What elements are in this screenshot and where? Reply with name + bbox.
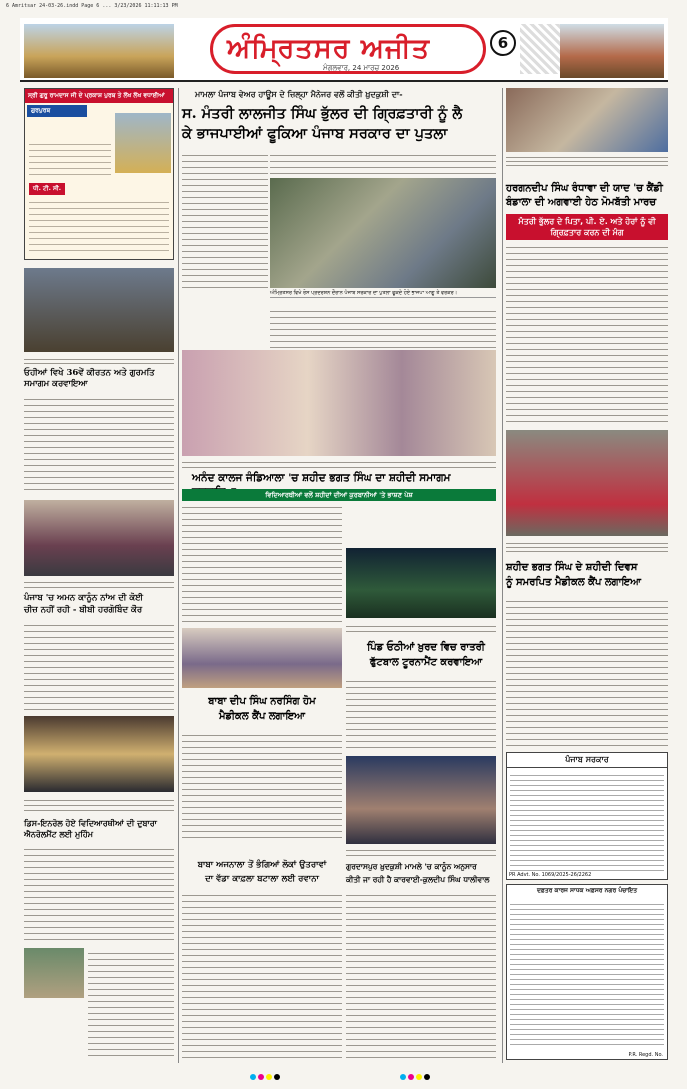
lead-headline-line-2: ਕੇ ਭਾਜਪਾਈਆਂ ਫੂਕਿਆ ਪੰਜਾਬ ਸਰਕਾਰ ਦਾ ਪੁਤਲਾ: [182, 125, 448, 142]
meeting-caption: [346, 846, 496, 856]
govt-notice: [506, 752, 668, 880]
kirtan-body: [24, 394, 174, 494]
football-headline-line-2: ਫੁੱਟਬਾਲ ਟੂਰਨਾਮੈਂਟ ਕਰਵਾਇਆ: [369, 657, 483, 668]
page-slug: 6 Amritsar 24-03-26.indd Page 6 ... 3/23/2026 11:11:13 PM: [6, 3, 178, 9]
newspaper-logo: [210, 24, 486, 74]
ajnala-headline-line-2: ਦਾ ਵੱਡਾ ਕਾਫ਼ਲਾ ਬਟਾਲਾ ਲਈ ਰਵਾਨਾ: [205, 874, 319, 884]
football-headline-line-1: ਪਿੰਡ ਓਠੀਆਂ ਖ਼ੁਰਦ ਵਿਚ ਰਾਤਰੀ: [367, 642, 485, 653]
football-body: [346, 676, 496, 752]
bibi-caption: [24, 578, 174, 588]
medical-body: [182, 730, 342, 840]
candle-headline-line-2: ਬੰਡਾਲਾ ਦੀ ਅਗਵਾਈ ਹੇਠ ਮੋਮਬੱਤੀ ਮਾਰਚ: [506, 197, 657, 208]
monument-photo: [560, 24, 664, 78]
gurdaspur-headline-line-2: ਕੀਤੀ ਜਾ ਰਹੀ ਹੈ ਕਾਰਵਾਈ-ਕੁਲਦੀਪ ਸਿੰਘ ਧਾਲੀਵਾਲ: [346, 875, 490, 884]
candle-headline: [506, 182, 668, 210]
law-headline: [24, 592, 174, 616]
registration-marks: [250, 1074, 280, 1080]
college-body: [182, 502, 342, 622]
camp-photo: [506, 430, 668, 536]
college-caption: [182, 458, 496, 468]
ajnala-headline: [182, 858, 342, 886]
medical-headline: [182, 694, 342, 724]
lead-kicker: ਮਾਮਲਾ ਪੰਜਾਬ ਵੇਅਰ ਹਾਊਸ ਦੇ ਜ਼ਿਲ੍ਹਾ ਮੈਨੇਜਰ ਵਲੋਂ ਕੀਤੀ ਖ਼ੁਦਕੁਸ਼ੀ ਦਾ-: [195, 90, 403, 99]
lead-body-top: [270, 150, 496, 176]
masthead: [20, 18, 668, 82]
page-number: 6: [490, 30, 516, 56]
camp-caption: [506, 540, 668, 554]
football-photo: [346, 548, 496, 618]
camp-headline: [506, 560, 668, 590]
award-caption: [24, 796, 174, 812]
newspaper-title: ਅੰਮ੍ਰਿਤਸਰ ਅਜੀਤ: [227, 33, 431, 64]
football-headline: [356, 640, 496, 670]
lead-body-bottom: [270, 306, 496, 348]
gurpurab-ad: [24, 88, 174, 260]
enrolment-body: [24, 844, 174, 944]
gurdaspur-body: [346, 890, 496, 1058]
gurdaspur-headline-line-1: ਗੁਰਦਾਸਪੁਰ ਖ਼ੁਦਕੁਸ਼ੀ ਮਾਮਲੇ 'ਚ ਕਾਨੂੰਨ ਅਨੁਸਾਰ: [346, 862, 477, 871]
tender-header: ਦਫ਼ਤਰ ਕਾਰਜ ਸਾਧਕ ਅਫ਼ਸਰ ਨਗਰ ਪੰਚਾਇਤ: [536, 887, 638, 894]
ad-label: ਗੁਰਪੁਰਬ: [27, 105, 87, 117]
lead-headline: [182, 104, 512, 144]
column-rule-right: [502, 88, 503, 1063]
college-headline: ਅਨੰਦ ਕਾਲਜ ਜੰਡਿਆਲਾ 'ਚ ਸ਼ਹੀਦ ਭਗਤ ਸਿੰਘ ਦਾ ਸ਼ਹੀਦੀ ਸਮਾਗਮ: [192, 472, 451, 484]
tender-body: [510, 900, 664, 1048]
law-headline-line-1: ਪੰਜਾਬ 'ਚ ਅਮਨ ਕਾਨੂੰਨ ਨਾਂਅ ਦੀ ਕੋਈ: [24, 593, 144, 603]
medical-headline-line-1: ਬਾਬਾ ਦੀਪ ਸਿੰਘ ਨਰਸਿੰਗ ਹੋਮ: [208, 696, 316, 707]
ad-label-2: ਧੀ. ਟੀ. ਸੀ.: [29, 183, 65, 195]
candle-headline-line-1: ਹਰਗਨਦੀਪ ਸਿੰਘ ਰੰਧਾਵਾ ਦੀ ਯਾਦ 'ਚ ਕੈਂਡੀ: [506, 183, 663, 194]
ajnala-headline-line-1: ਬਾਬਾ ਅਜਨਾਲਾ ਤੋਂ ਭੰਗਿਆਂ ਲੋਕਾਂ ਉਤਰਾਵਾਂ: [197, 860, 327, 870]
law-body: [24, 620, 174, 712]
golden-temple-photo: [24, 24, 174, 78]
lead-caption: ਅੰਮ੍ਰਿਤਸਰ ਵਿਖੇ ਰੋਸ ਪ੍ਰਦਰਸ਼ਨ ਦੌਰਾਨ ਪੰਜਾਬ ਸਰਕਾਰ ਦਾ ਪੁਤਲਾ ਫੂਕਦੇ ਹੋਏ ਭਾਜਪਾ ਆਗੂ ਤੇ ਵਰਕਰ।: [270, 290, 496, 298]
lead-body-col-1: [182, 150, 268, 290]
meeting-photo: [346, 756, 496, 844]
law-headline-line-2: ਚੀਜ਼ ਨਹੀਂ ਰਹੀ - ਬੀਬੀ ਹਰਗੋਬਿੰਦ ਕੌਰ: [24, 605, 143, 615]
award-photo: [24, 716, 174, 792]
ad-text: [29, 139, 111, 179]
camp-headline-line-2: ਨੂੰ ਸਮਰਪਿਤ ਮੈਡੀਕਲ ਕੈਂਪ ਲਗਾਇਆ: [506, 577, 642, 588]
demand-band: ਮੰਤਰੀ ਭੁੱਲਰ ਦੇ ਪਿਤਾ, ਪੀ. ਏ. ਅਤੇ ਹੋਰਾਂ ਨੂੰ ਵੀ ਗ੍ਰਿਫ਼ਤਾਰ ਕਰਨ ਦੀ ਮੰਗ: [506, 214, 668, 240]
kirtan-photo: [24, 268, 174, 352]
bibi-photo: [24, 500, 174, 576]
registration-marks-2: [400, 1074, 430, 1080]
gurdaspur-headline: [346, 860, 496, 886]
medical-photo: [182, 628, 342, 688]
enrolment-photo: [24, 948, 84, 998]
lead-headline-line-1: ਸ. ਮੰਤਰੀ ਲਾਲਜੀਤ ਸਿੰਘ ਭੁੱਲਰ ਦੀ ਗ੍ਰਿਫ਼ਤਾਰੀ ਨੂੰ ਲੈ: [182, 105, 463, 122]
college-photo: [182, 350, 496, 456]
ajnala-body: [182, 890, 342, 1058]
issue-date: ਮੰਗਲਵਾਰ, 24 ਮਾਰਚ 2026: [323, 64, 400, 72]
notice-ref: PR Advt. No. 1069/2025-26/2262: [509, 872, 592, 878]
medical-headline-line-2: ਮੈਡੀਕਲ ਕੈਂਪ ਲਗਾਇਆ: [218, 711, 306, 722]
enrolment-body-2: [88, 948, 174, 1058]
tender-notice: [506, 884, 668, 1060]
temple-image: [115, 113, 171, 173]
ad-header: ਸ੍ਰੀ ਗੁਰੂ ਰਾਮਦਾਸ ਜੀ ਦੇ ਪ੍ਰਕਾਸ਼ ਪੁਰਬ ਤੇ ਲੱਖ ਲੱਖ ਵਧਾਈਆਂ: [25, 89, 173, 103]
camp-headline-line-1: ਸ਼ਹੀਦ ਭਗਤ ਸਿੰਘ ਦੇ ਸ਼ਹੀਦੀ ਦਿਵਸ: [506, 562, 638, 573]
football-caption: [346, 622, 496, 632]
lead-photo: [270, 178, 496, 288]
candle-body: [506, 242, 668, 426]
notice-header: ਪੰਜਾਬ ਸਰਕਾਰ: [507, 753, 667, 768]
ad-body: [29, 197, 169, 255]
camp-body: [506, 596, 668, 746]
kirtan-headline: ਓਹੀਆਂ ਵਿਖੇ 36ਵੇਂ ਕੀਰਤਨ ਅਤੇ ਗੁਰਮਤਿ ਸਮਾਗਮ ਕਰਵਾਇਆ: [24, 368, 155, 389]
column-rule-left: [178, 88, 179, 1063]
candle-march-photo: [506, 88, 668, 152]
candle-caption: [506, 154, 668, 168]
college-band: ਵਿਦਿਆਰਥੀਆਂ ਵਲੋਂ ਸ਼ਹੀਦਾਂ ਦੀਆਂ ਕੁਰਬਾਨੀਆਂ 'ਤੇ ਭਾਸ਼ਣ ਪੇਸ਼: [182, 489, 496, 501]
notice-body: [510, 771, 664, 875]
tender-footer: P.R. Regd. No.: [628, 1052, 663, 1058]
enrolment-headline: ਡਿਸ-ਇਨਰੋਲ ਹੋਏ ਵਿਦਿਆਰਥੀਆਂ ਦੀ ਦੁਬਾਰਾ ਐਨਰੋਲਮੈਂਟ ਲਈ ਮੁਹਿੰਮ: [24, 818, 157, 839]
ornament-pattern: [520, 24, 560, 74]
kirtan-caption: [24, 356, 174, 364]
